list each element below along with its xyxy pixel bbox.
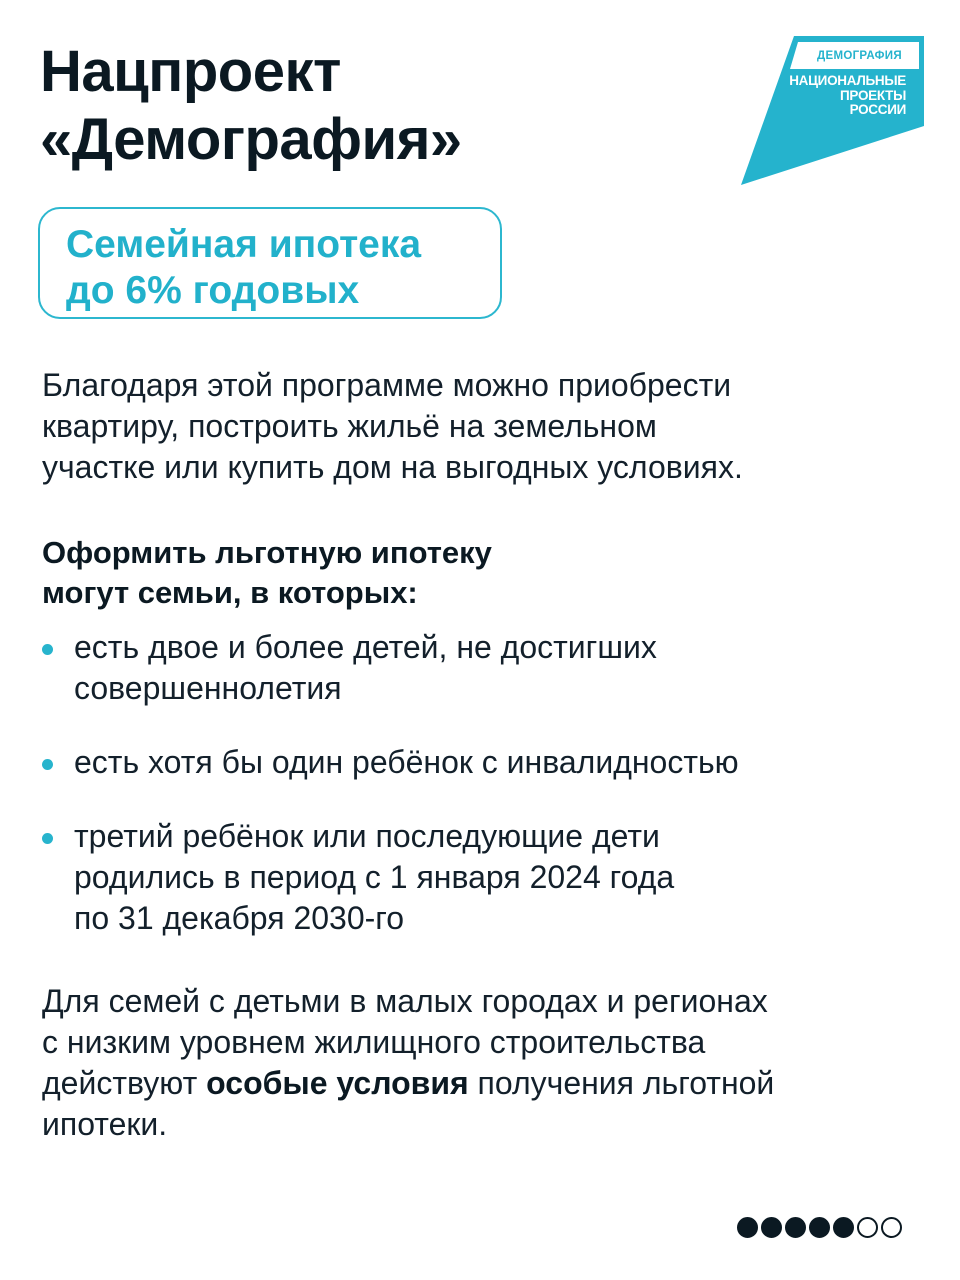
page-dot-filled-icon	[785, 1217, 806, 1238]
list-item	[42, 742, 922, 783]
page-dot-empty-icon	[881, 1217, 902, 1238]
outro-paragraph	[42, 981, 922, 1145]
list-item-line-2: совершеннолетия	[74, 670, 342, 706]
page-dot-filled-icon	[737, 1217, 758, 1238]
eligibility-heading	[42, 533, 492, 613]
badge-line-2: до 6% годовых	[66, 269, 360, 312]
bullet-dot-icon	[42, 833, 53, 844]
list-item	[42, 816, 922, 939]
list-item-line-1: есть хотя бы один ребёнок с инвалидностью	[74, 744, 739, 780]
intro-line-2: квартиру, построить жильё на земельном	[42, 408, 657, 444]
page-dot-filled-icon	[761, 1217, 782, 1238]
page-dot-filled-icon	[833, 1217, 854, 1238]
logo-title	[786, 74, 906, 118]
list-item-line-1: есть двое и более детей, не достигших	[74, 629, 657, 665]
title-line-2: «Демография»	[40, 107, 462, 172]
logo-title-line-3: РОССИИ	[849, 102, 906, 117]
bullet-dot-icon	[42, 759, 53, 770]
eligibility-heading-line-2: могут семьи, в которых:	[42, 575, 418, 610]
page-dot-filled-icon	[809, 1217, 830, 1238]
outro-line-3-pre: действуют	[42, 1065, 207, 1101]
intro-line-1: Благодаря этой программе можно приобрести	[42, 367, 732, 403]
page-indicator	[737, 1217, 902, 1241]
outro-line-4: ипотеки.	[42, 1106, 168, 1142]
list-item	[42, 627, 922, 709]
list-item-line-3: по 31 декабря 2030-го	[74, 900, 405, 936]
mortgage-rate-badge	[38, 207, 502, 319]
page-dot-empty-icon	[857, 1217, 878, 1238]
outro-line-3-post: получения льготной	[468, 1065, 775, 1101]
logo-title-line-1: НАЦИОНАЛЬНЫЕ	[789, 73, 906, 88]
logo-title-line-2: ПРОЕКТЫ	[840, 87, 906, 103]
outro-line-2: с низким уровнем жилищного строительства	[42, 1024, 706, 1060]
bullet-dot-icon	[42, 644, 53, 655]
national-projects-logo	[738, 36, 924, 186]
page-title	[40, 38, 462, 174]
list-item-line-2: родились в период с 1 января 2024 года	[74, 859, 675, 895]
outro-line-3	[42, 1063, 922, 1104]
intro-paragraph	[42, 365, 912, 488]
list-item-line-1: третий ребёнок или последующие дети	[74, 818, 660, 854]
title-line-1: Нацпроект	[40, 39, 341, 104]
intro-line-3: участке или купить дом на выгодных условиях.	[42, 449, 743, 485]
special-conditions-emphasis: особые условия	[206, 1065, 469, 1101]
eligibility-heading-line-1: Оформить льготную ипотеку	[42, 535, 492, 570]
badge-line-1: Семейная ипотека	[66, 223, 422, 266]
logo-small-label: ДЕМОГРАФИЯ	[817, 50, 902, 62]
outro-line-1: Для семей с детьми в малых городах и регионах	[42, 983, 768, 1019]
